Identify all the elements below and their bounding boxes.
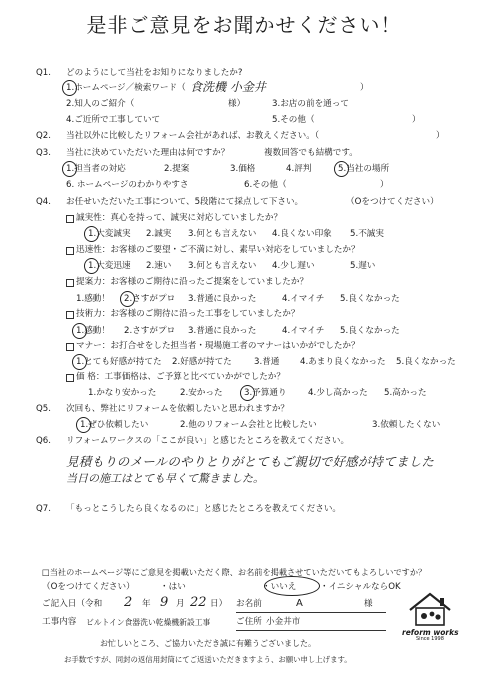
q5-option: 2.他のリフォーム会社と比較したい bbox=[180, 420, 317, 430]
logo-text: reform works bbox=[402, 628, 459, 637]
q4-note: （Oをつけてください） bbox=[346, 197, 439, 207]
section-checkbox bbox=[66, 247, 74, 255]
q6-text: リフォームワークスの「ここが良い」と感じたところを教えてください。 bbox=[66, 436, 350, 446]
rating-option: 1.感動！ bbox=[76, 294, 110, 304]
rating-option: 5.良くなかった bbox=[340, 294, 400, 304]
q3-option: 4.評判 bbox=[286, 164, 312, 174]
rating-option: 2.誠実 bbox=[146, 229, 172, 239]
company-logo bbox=[402, 590, 458, 644]
proposal-title: 提案力：お客様のご期待に沿ったご提案をしていましたか？ bbox=[76, 277, 309, 287]
q6-number: Q6. bbox=[36, 436, 51, 446]
q1-option-2-close: 様） bbox=[228, 99, 246, 109]
q3-option: 5.当社の場所 bbox=[338, 164, 390, 174]
rating-option: 1.大変迅速 bbox=[88, 261, 131, 271]
q5-text: 次回も、弊社にリフォームを依頼したいと思われますか？ bbox=[66, 404, 290, 414]
section-checkbox bbox=[66, 343, 74, 351]
manners-title: マナー：お打合せをした担当者・現場施工者のマナーはいかがでしたか？ bbox=[76, 341, 360, 351]
q1-option-1-answer: 食洗機 小金井 bbox=[190, 80, 266, 94]
rating-option: 5.良くなかった bbox=[340, 326, 400, 336]
rating-option: 1.感動！ bbox=[76, 326, 110, 336]
rating-option: 3.普通 bbox=[254, 357, 280, 367]
skill-title: 技術力：お客様のご期待に沿った工事をしていましたか？ bbox=[76, 309, 300, 319]
q3-note: 複数回答でも結構です。 bbox=[264, 148, 358, 158]
rating-option: 1.かなり安かった bbox=[88, 388, 157, 398]
q6-answer-line-1: 見積もりのメールのやりとりがとてもご親切で好感が持てました bbox=[66, 454, 435, 469]
q2-number: Q2. bbox=[36, 131, 51, 141]
publish-no: ・いいえ bbox=[262, 582, 297, 592]
rating-option: 4.あまり良くなかった bbox=[300, 357, 386, 367]
rating-option: 4.良くない印象 bbox=[272, 229, 332, 239]
q3-number: Q3. bbox=[36, 148, 51, 158]
answer-circle bbox=[84, 226, 99, 242]
rating-option: 5.不誠実 bbox=[350, 229, 384, 239]
q4-number: Q4. bbox=[36, 197, 51, 207]
date-month-unit: 月 bbox=[176, 599, 185, 609]
section-checkbox bbox=[66, 279, 74, 287]
q2-text: 当社以外に比較したリフォーム会社があれば、お教えください。（ bbox=[66, 131, 320, 141]
name-label: お名前 bbox=[236, 599, 262, 609]
answer-circle bbox=[120, 291, 135, 307]
q3-option: 6.その他（ bbox=[244, 180, 287, 190]
date-year-unit: 年 bbox=[142, 599, 151, 609]
rating-option: 4.イマイチ bbox=[282, 294, 325, 304]
answer-circle bbox=[62, 80, 77, 96]
publish-initial: ・イニシャルならOK bbox=[320, 582, 401, 592]
page-title: 是非ご意見をお聞かせください！ bbox=[86, 13, 402, 37]
q3-option: 3.価格 bbox=[230, 164, 256, 174]
q3-option: 1.担当者の対応 bbox=[66, 164, 126, 174]
answer-circle bbox=[76, 417, 91, 433]
address-underline bbox=[236, 630, 386, 631]
q3-option: 6. ホームページのわかりやすさ bbox=[66, 180, 189, 190]
publish-question: □当社のホームページ等にご意見を掲載いただく際、お名前を掲載させていただいてもよろしいですか？ bbox=[42, 567, 427, 577]
publish-note: （Oをつけてください） bbox=[42, 582, 135, 592]
q5-option: 1.ぜひ依頼したい bbox=[80, 420, 149, 430]
address-label: ご住所 bbox=[236, 617, 262, 627]
date-day-unit: 日） bbox=[210, 599, 228, 609]
rating-option: 5.遅い bbox=[350, 261, 376, 271]
rating-option: 1.大変誠実 bbox=[88, 229, 131, 239]
price-title: 価 格：工事価格は、ご予算と比べていかがでしたか？ bbox=[76, 372, 285, 382]
rating-option: 2.好感が持てた bbox=[172, 357, 232, 367]
q6-answer-line-2: 当日の施工はとても早くて驚きました。 bbox=[66, 472, 264, 485]
answer-circle bbox=[72, 323, 87, 339]
answer-circle bbox=[334, 161, 349, 177]
q1-option-5-close: ） bbox=[412, 115, 421, 125]
section-checkbox bbox=[66, 215, 74, 223]
q1-option-2: 2.知人のご紹介（ bbox=[66, 99, 135, 109]
work-value: ビルトイン食器洗い乾燥機新設工事 bbox=[86, 618, 211, 627]
thanks-text: お忙しいところ、ご協力いただき誠に有難うございました。 bbox=[100, 639, 316, 648]
q7-number: Q7. bbox=[36, 504, 51, 514]
answer-circle bbox=[84, 258, 99, 274]
answer-circle bbox=[62, 161, 77, 177]
rating-option: 3.何とも言えない bbox=[188, 229, 257, 239]
q4-text: お任せいただいた工事について、5段階にて採点して下さい。 bbox=[66, 197, 304, 207]
rating-option: 4.少し遅い bbox=[272, 261, 315, 271]
q5-option: 3.依頼したくない bbox=[372, 420, 441, 430]
name-underline bbox=[236, 612, 386, 613]
q3-option: 2.提案 bbox=[164, 164, 190, 174]
rating-option: 2.安かった bbox=[180, 388, 223, 398]
rating-option: 3.普通に良かった bbox=[188, 294, 257, 304]
rating-option: 4.少し高かった bbox=[308, 388, 368, 398]
date-label: ご記入日（令和 bbox=[42, 599, 103, 609]
house-logo-icon bbox=[402, 590, 458, 628]
q3-text: 当社に決めていただいた理由は何ですか？ bbox=[66, 148, 230, 158]
answer-circle bbox=[72, 354, 87, 370]
rating-option: 2.さすがプロ bbox=[124, 294, 176, 304]
publish-yes: ・はい bbox=[160, 582, 186, 592]
sincerity-title: 誠実性：真心を持って、誠実に対応していましたか？ bbox=[76, 213, 283, 223]
speed-title: 迅速性：お客様のご要望・ご不満に対し、素早い対応をしていましたか？ bbox=[76, 245, 360, 255]
section-checkbox bbox=[66, 374, 74, 382]
q1-option-1: 1.ホームページ／検索ワード（ bbox=[66, 83, 186, 93]
rating-option: 1.とても好感が持てた bbox=[76, 357, 162, 367]
q1-option-5: 5.その他（ bbox=[272, 115, 315, 125]
q1-option-1-close: ） bbox=[360, 83, 369, 93]
mail-note: お手数ですが、同封の返信用封筒にてご返送いただきますよう、お願い申し上げます。 bbox=[64, 655, 352, 664]
answer-circle bbox=[264, 576, 320, 596]
q1-option-3: 3.お店の前を通って bbox=[272, 99, 349, 109]
rating-option: 4.イマイチ bbox=[282, 326, 325, 336]
date-year: 2 bbox=[124, 595, 133, 610]
date-day: 22 bbox=[190, 595, 207, 610]
rating-option: 3.何とも言えない bbox=[188, 261, 257, 271]
logo-sub: Since 1998 bbox=[416, 636, 444, 642]
rating-option: 3.普通に良かった bbox=[188, 326, 257, 336]
answer-circle bbox=[240, 385, 255, 401]
q2-close: ） bbox=[436, 131, 445, 141]
rating-option: 2.さすがプロ bbox=[124, 326, 176, 336]
date-month: 9 bbox=[160, 595, 169, 610]
q1-option-4: 4.ご近所で工事していて bbox=[66, 115, 161, 125]
q5-number: Q5. bbox=[36, 404, 51, 414]
rating-option: 2.速い bbox=[146, 261, 172, 271]
q3-option-close: ） bbox=[380, 180, 389, 190]
q1-number: Q1. bbox=[36, 68, 51, 78]
name-suffix: 様 bbox=[364, 599, 373, 609]
name-value: A bbox=[296, 598, 303, 609]
q7-text: 「もっとこうしたら良くなるのに」と感じたところを教えてください。 bbox=[66, 504, 342, 514]
address-value: 小金井市 bbox=[266, 617, 301, 627]
rating-option: 5.良くなかった bbox=[396, 357, 456, 367]
work-label: 工事内容 bbox=[42, 617, 77, 627]
rating-option: 5.高かった bbox=[384, 388, 427, 398]
rating-option: 3.予算通り bbox=[244, 388, 287, 398]
section-checkbox bbox=[66, 311, 74, 319]
q1-text: どのようにして当社をお知りになりましたか? bbox=[66, 68, 243, 78]
